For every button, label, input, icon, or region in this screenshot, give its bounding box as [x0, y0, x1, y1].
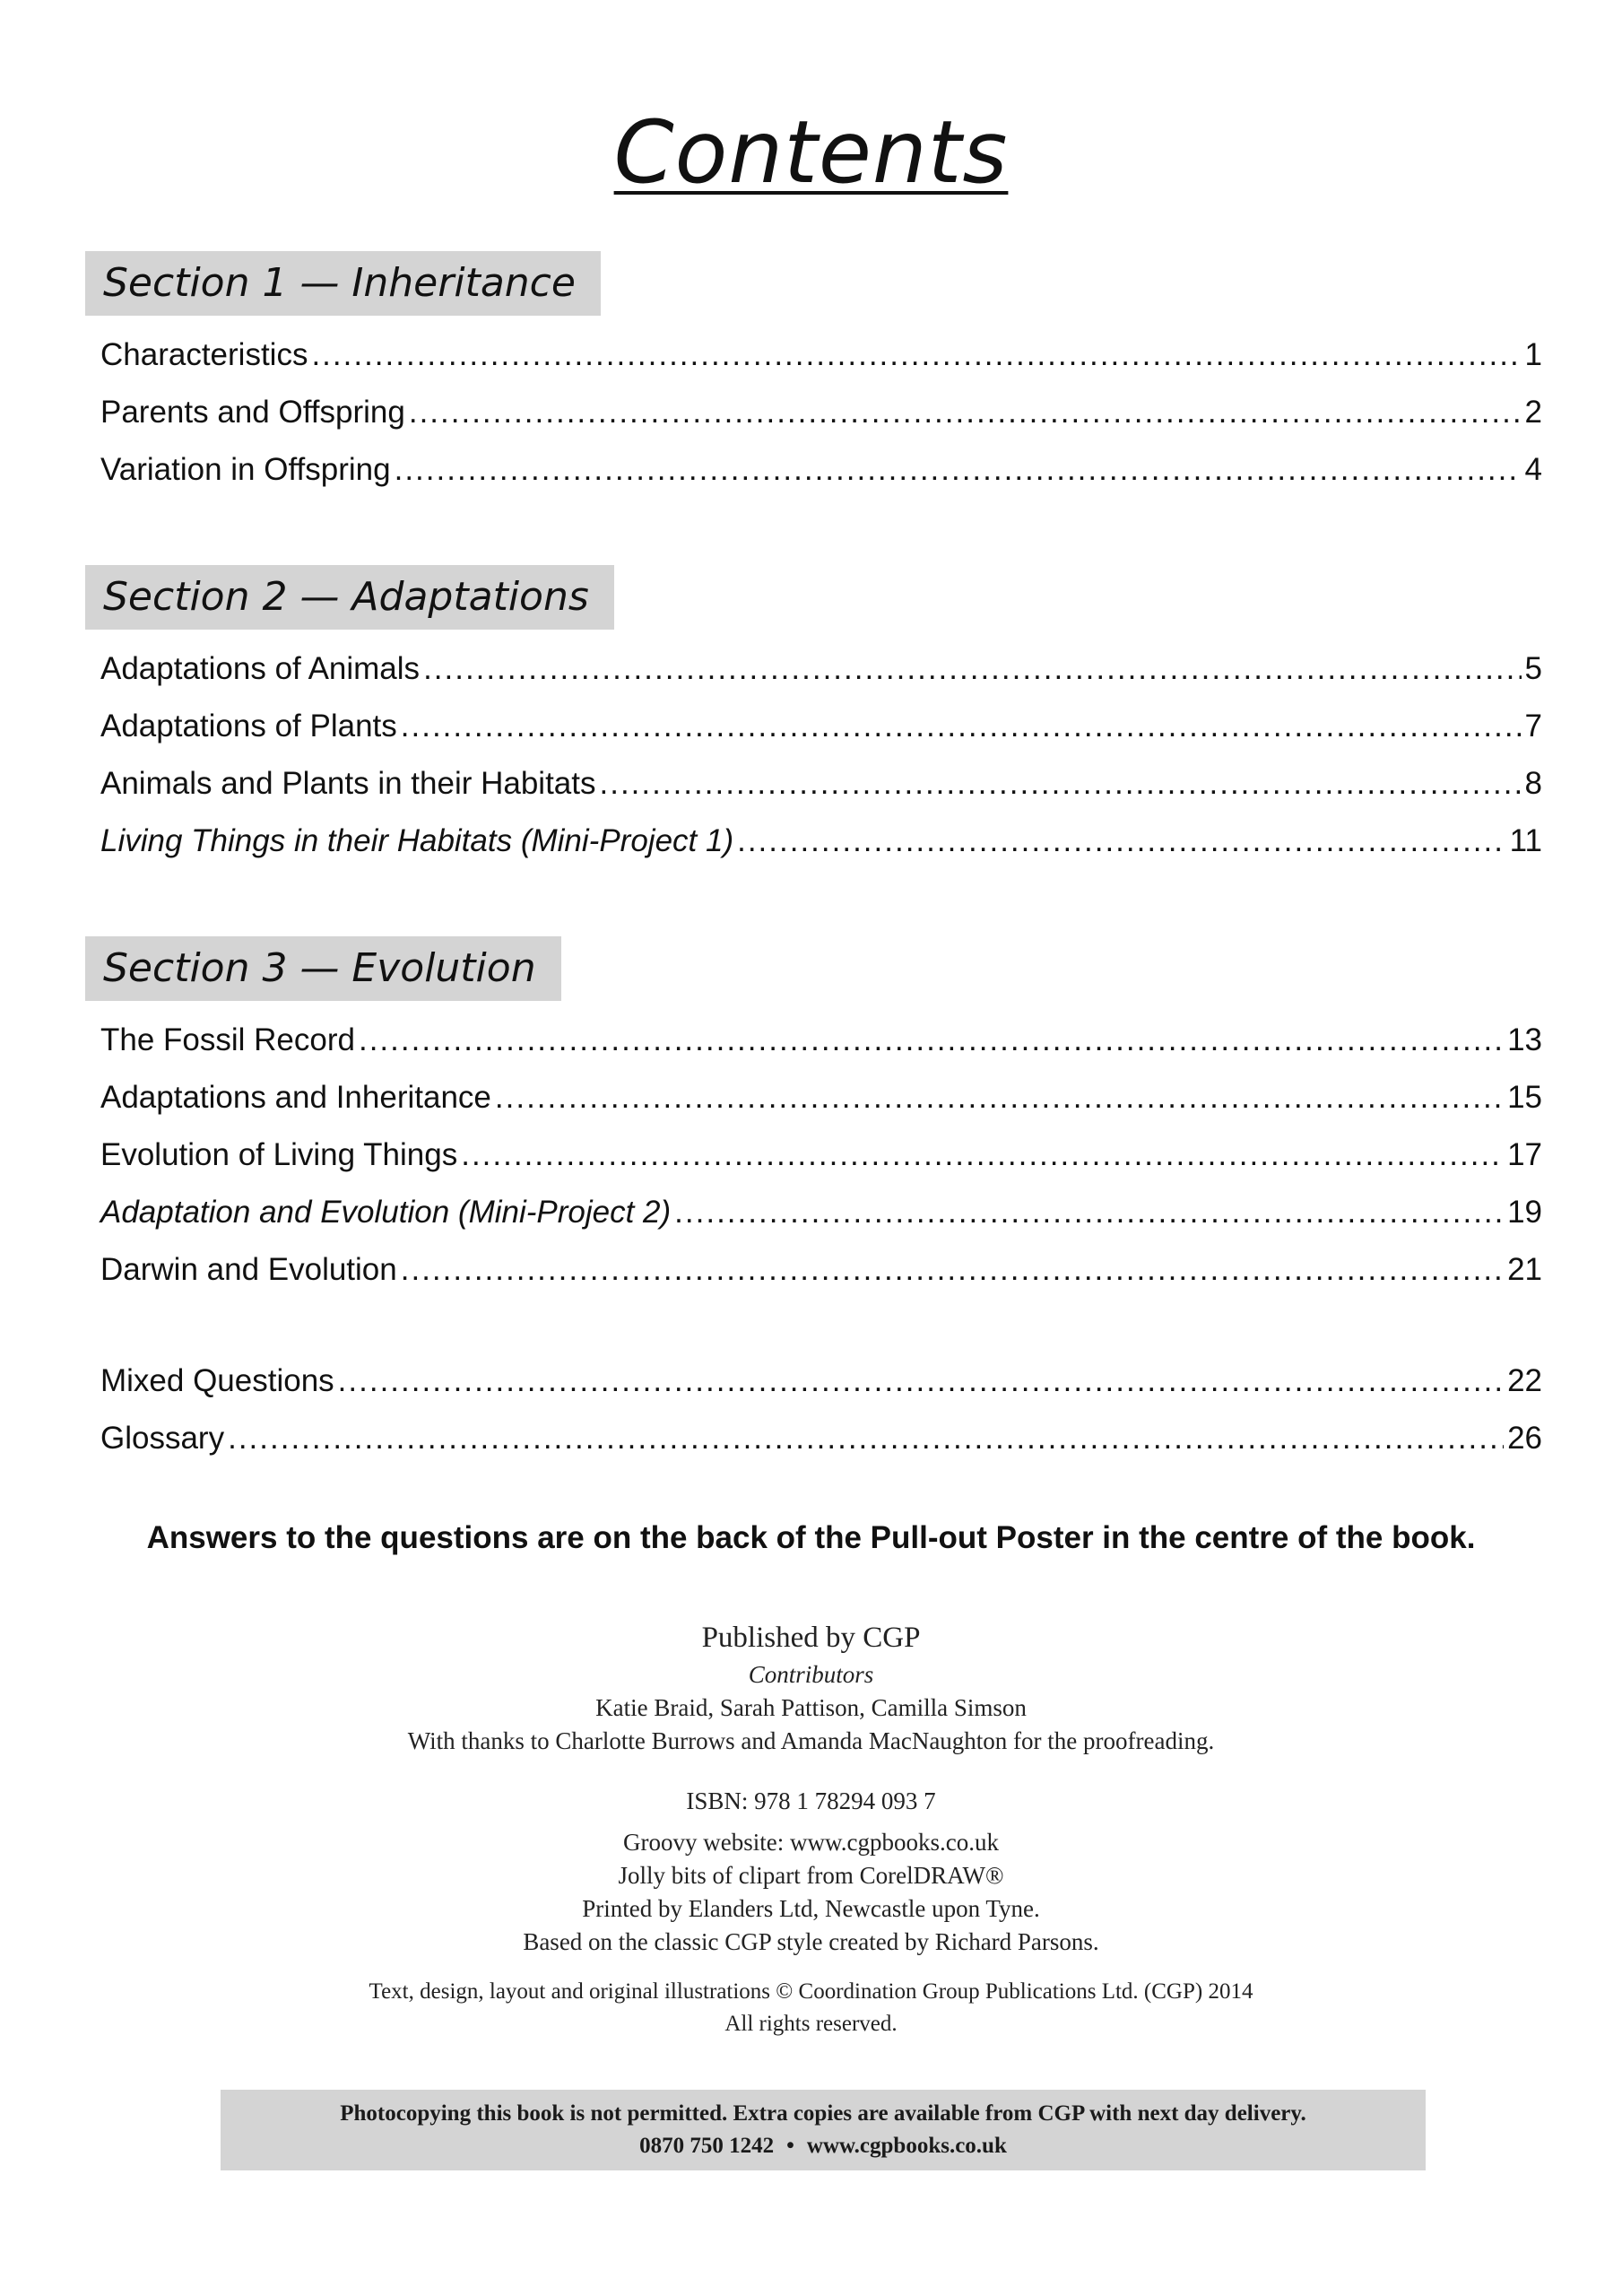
dot-leader — [228, 1410, 1504, 1467]
entry-page-number: 13 — [1507, 1022, 1542, 1057]
print-details — [0, 1826, 1622, 1959]
section-adaptations — [85, 565, 1542, 870]
toc-entry[interactable] — [85, 698, 1542, 755]
phone-number: 0870 750 1242 — [639, 2134, 775, 2158]
entry-page-number: 2 — [1524, 395, 1542, 430]
entry-label: Adaptations of Animals — [100, 651, 421, 686]
toc-entry[interactable] — [85, 441, 1542, 499]
dot-leader — [409, 384, 1522, 441]
toc-entry[interactable] — [85, 1069, 1542, 1126]
entry-page-number: 7 — [1524, 709, 1542, 744]
entry-label: The Fossil Record — [100, 1022, 355, 1057]
entry-page-number: 1 — [1524, 337, 1542, 372]
entry-page-number: 5 — [1524, 651, 1542, 686]
rights-line: All rights reserved. — [724, 2012, 898, 2036]
photocopy-notice: Photocopying this book is not permitted. Extra copies are available from CGP with next day delivery. — [340, 2101, 1306, 2126]
footer-notice-box — [221, 2090, 1426, 2170]
entry-page-number: 11 — [1509, 823, 1542, 858]
entry-label: Mixed Questions — [100, 1363, 334, 1398]
toc-entries — [85, 1012, 1542, 1299]
dot-leader — [401, 1241, 1504, 1299]
toc-entry[interactable] — [85, 384, 1542, 441]
contact-line — [221, 2130, 1426, 2162]
toc-entry-glossary[interactable] — [85, 1410, 1542, 1467]
entry-page-number: 8 — [1524, 766, 1542, 801]
toc-entry-mini-project[interactable] — [85, 1184, 1542, 1241]
copyright-block — [0, 1976, 1622, 2040]
entry-page-number: 22 — [1507, 1363, 1542, 1398]
published-by: Published by CGP — [701, 1622, 921, 1654]
entry-page-number: 21 — [1507, 1252, 1542, 1287]
dot-leader — [338, 1352, 1504, 1410]
entry-label: Variation in Offspring — [100, 452, 391, 487]
entry-page-number: 19 — [1507, 1195, 1542, 1230]
section-inheritance — [85, 251, 1542, 499]
toc-entry[interactable] — [85, 755, 1542, 813]
entry-label: Adaptations of Plants — [100, 709, 397, 744]
dot-leader — [674, 1184, 1504, 1241]
entry-label: Evolution of Living Things — [100, 1137, 458, 1172]
entry-page-number: 26 — [1507, 1421, 1542, 1456]
publisher-info — [0, 1617, 1622, 1758]
entry-page-number: 17 — [1507, 1137, 1542, 1172]
entry-page-number: 15 — [1507, 1080, 1542, 1115]
dot-leader — [423, 640, 1521, 698]
style-credit: Based on the classic CGP style created by Richard Parsons. — [523, 1928, 1099, 1955]
extras-section — [85, 1352, 1542, 1467]
section-evolution — [85, 936, 1542, 1299]
section-heading: Section 1 — Inheritance — [85, 251, 601, 316]
proofreading-thanks: With thanks to Charlotte Burrows and Amanda MacNaughton for the proofreading. — [407, 1727, 1215, 1754]
bullet-separator: • — [786, 2134, 794, 2158]
isbn: ISBN: 978 1 78294 093 7 — [686, 1787, 936, 1814]
toc-entry[interactable] — [85, 1126, 1542, 1184]
contributors-heading: Contributors — [748, 1661, 874, 1688]
entry-label: Adaptation and Evolution (Mini-Project 2) — [100, 1195, 672, 1230]
dot-leader — [461, 1126, 1504, 1184]
toc-entry-mixed-questions[interactable] — [85, 1352, 1542, 1410]
printer-credit: Printed by Elanders Ltd, Newcastle upon Tyne. — [582, 1895, 1040, 1922]
contributors-list: Katie Braid, Sarah Pattison, Camilla Simson — [595, 1694, 1027, 1721]
section-heading: Section 3 — Evolution — [85, 936, 561, 1001]
entry-page-number: 4 — [1524, 452, 1542, 487]
entry-label: Living Things in their Habitats (Mini-Project 1) — [100, 823, 734, 858]
entry-label: Animals and Plants in their Habitats — [100, 766, 596, 801]
dot-leader — [737, 813, 1506, 870]
page-title: Contents — [613, 102, 1009, 203]
dot-leader — [311, 326, 1521, 384]
dot-leader — [401, 698, 1522, 755]
entry-label: Glossary — [100, 1421, 225, 1456]
section-heading: Section 2 — Adaptations — [85, 565, 614, 630]
toc-entry[interactable] — [85, 1012, 1542, 1069]
dot-leader — [359, 1012, 1504, 1069]
publication-details — [0, 1785, 1622, 1818]
copyright-line: Text, design, layout and original illustrations © Coordination Group Publications Ltd. (CGP) 2014 — [369, 1979, 1253, 2004]
entry-label: Adaptations and Inheritance — [100, 1080, 491, 1115]
clipart-credit: Jolly bits of clipart from CorelDRAW® — [618, 1862, 1004, 1889]
toc-entries — [85, 326, 1542, 499]
footer-website: www.cgpbooks.co.uk — [806, 2134, 1007, 2158]
entry-label: Darwin and Evolution — [100, 1252, 397, 1287]
toc-entry[interactable] — [85, 1241, 1542, 1299]
website-line: Groovy website: www.cgpbooks.co.uk — [623, 1829, 999, 1856]
toc-entry[interactable] — [85, 640, 1542, 698]
toc-entries — [85, 640, 1542, 870]
toc-entry[interactable] — [85, 326, 1542, 384]
answers-note: Answers to the questions are on the back of the Pull-out Poster in the centre of the book. — [146, 1520, 1476, 1555]
toc-entries — [85, 1352, 1542, 1467]
entry-label: Parents and Offspring — [100, 395, 405, 430]
dot-leader — [495, 1069, 1504, 1126]
dot-leader — [395, 441, 1522, 499]
entry-label: Characteristics — [100, 337, 308, 372]
toc-entry-mini-project[interactable] — [85, 813, 1542, 870]
dot-leader — [600, 755, 1522, 813]
